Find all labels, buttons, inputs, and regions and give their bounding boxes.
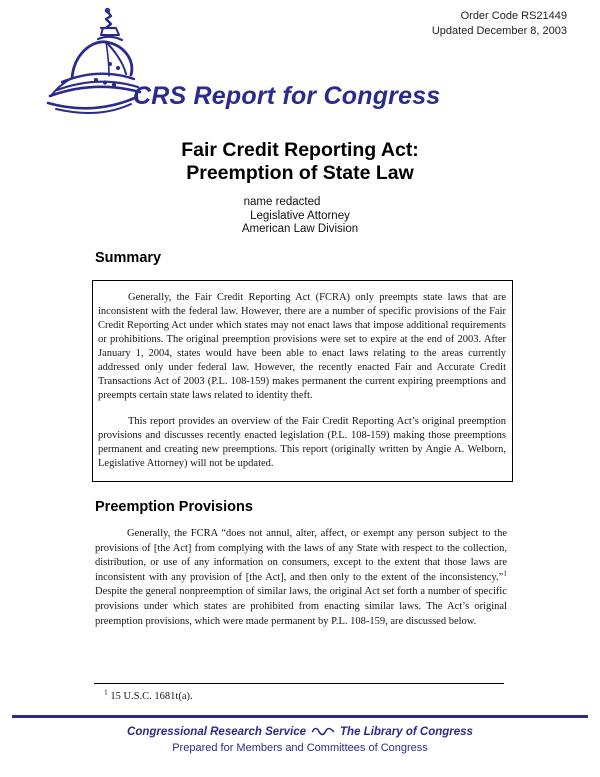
summary-paragraph-1: Generally, the Fair Credit Reporting Act (FCRA) only preempts state laws that are inconsistent with the federal law. However, there are a number of specific provisions of the Fair Credit Reporting Act under which states may not enact laws that impose additional requirements or prohibitions. The original preemption provisions were set to expire at the end of 2003. After January 1, 2004, states would have been able to enact laws relating to the areas currently addressed only under federal law. However, the recently enacted Fair and Accurate Credit Transactions Act of 2003 (P.L. 108-159) makes permanent the current expiring preemptions and preempts certain state laws related to identity theft.: [98, 292, 506, 401]
summary-box: [92, 280, 513, 482]
title-line-1: Fair Credit Reporting Act:: [181, 139, 419, 161]
footnote-divider: [94, 683, 504, 684]
footer-line-2: Prepared for Members and Committees of Congress: [172, 742, 428, 754]
title-line-2: Preemption of State Law: [186, 161, 414, 184]
capitol-dome-icon: [44, 6, 144, 114]
footer-ornament-icon: [311, 727, 335, 739]
brand-wordmark: CRS Report for Congress: [133, 82, 441, 110]
preemption-paragraph: [95, 527, 507, 629]
preemption-provisions-heading: Preemption Provisions: [95, 499, 253, 515]
footnote: [104, 687, 193, 702]
summary-heading: Summary: [95, 250, 162, 266]
summary-paragraph-2: This report provides an overview of the Fair Credit Reporting Act’s original preemption provisions and discusses recently enacted legislation (P.L. 108-159) making those preemptions permanent and creating new preemptions. This report (originally written by Angie A. Welborn, Legislative Attorney) will not be updated.: [98, 416, 506, 469]
byline: [0, 196, 600, 237]
author-name: name redacted: [243, 196, 321, 208]
footer-loc-label: The Library of Congress: [340, 726, 473, 738]
footnote-text: 15 U.S.C. 1681t(a).: [110, 691, 193, 702]
footer-crs-label: Congressional Research Service: [127, 726, 307, 738]
footnote-marker: 1: [104, 687, 108, 697]
author-division: American Law Division: [241, 223, 359, 235]
preemption-text-before-footnote: Generally, the FCRA “does not annul, alter, affect, or exempt any person subject to the provisions of [the Act] from complying with the laws of any State with respect to the collection, distribution, or use of any information on consumers, except to the extent that those laws are inconsistent with any provision of [the Act], and then only to the extent of the inconsistency.”: [95, 528, 507, 583]
author-role: Legislative Attorney: [250, 209, 350, 222]
footnote-reference: 1: [503, 568, 507, 578]
updated-date: Updated December 8, 2003: [431, 25, 567, 37]
order-code-block: [432, 9, 567, 39]
footer-line-1: [0, 726, 600, 739]
page-title: [0, 139, 600, 184]
footer-divider: [12, 715, 588, 718]
order-code: Order Code RS21449: [460, 10, 567, 22]
preemption-text-after-footnote: Despite the general nonpreemption of similar laws, the original Act set forth a number of specific provisions under which states are prohibited from enacting similar laws. The Act’s original preemption provisions, which were made permanent by P.L. 108-159, are discussed below.: [95, 586, 507, 627]
